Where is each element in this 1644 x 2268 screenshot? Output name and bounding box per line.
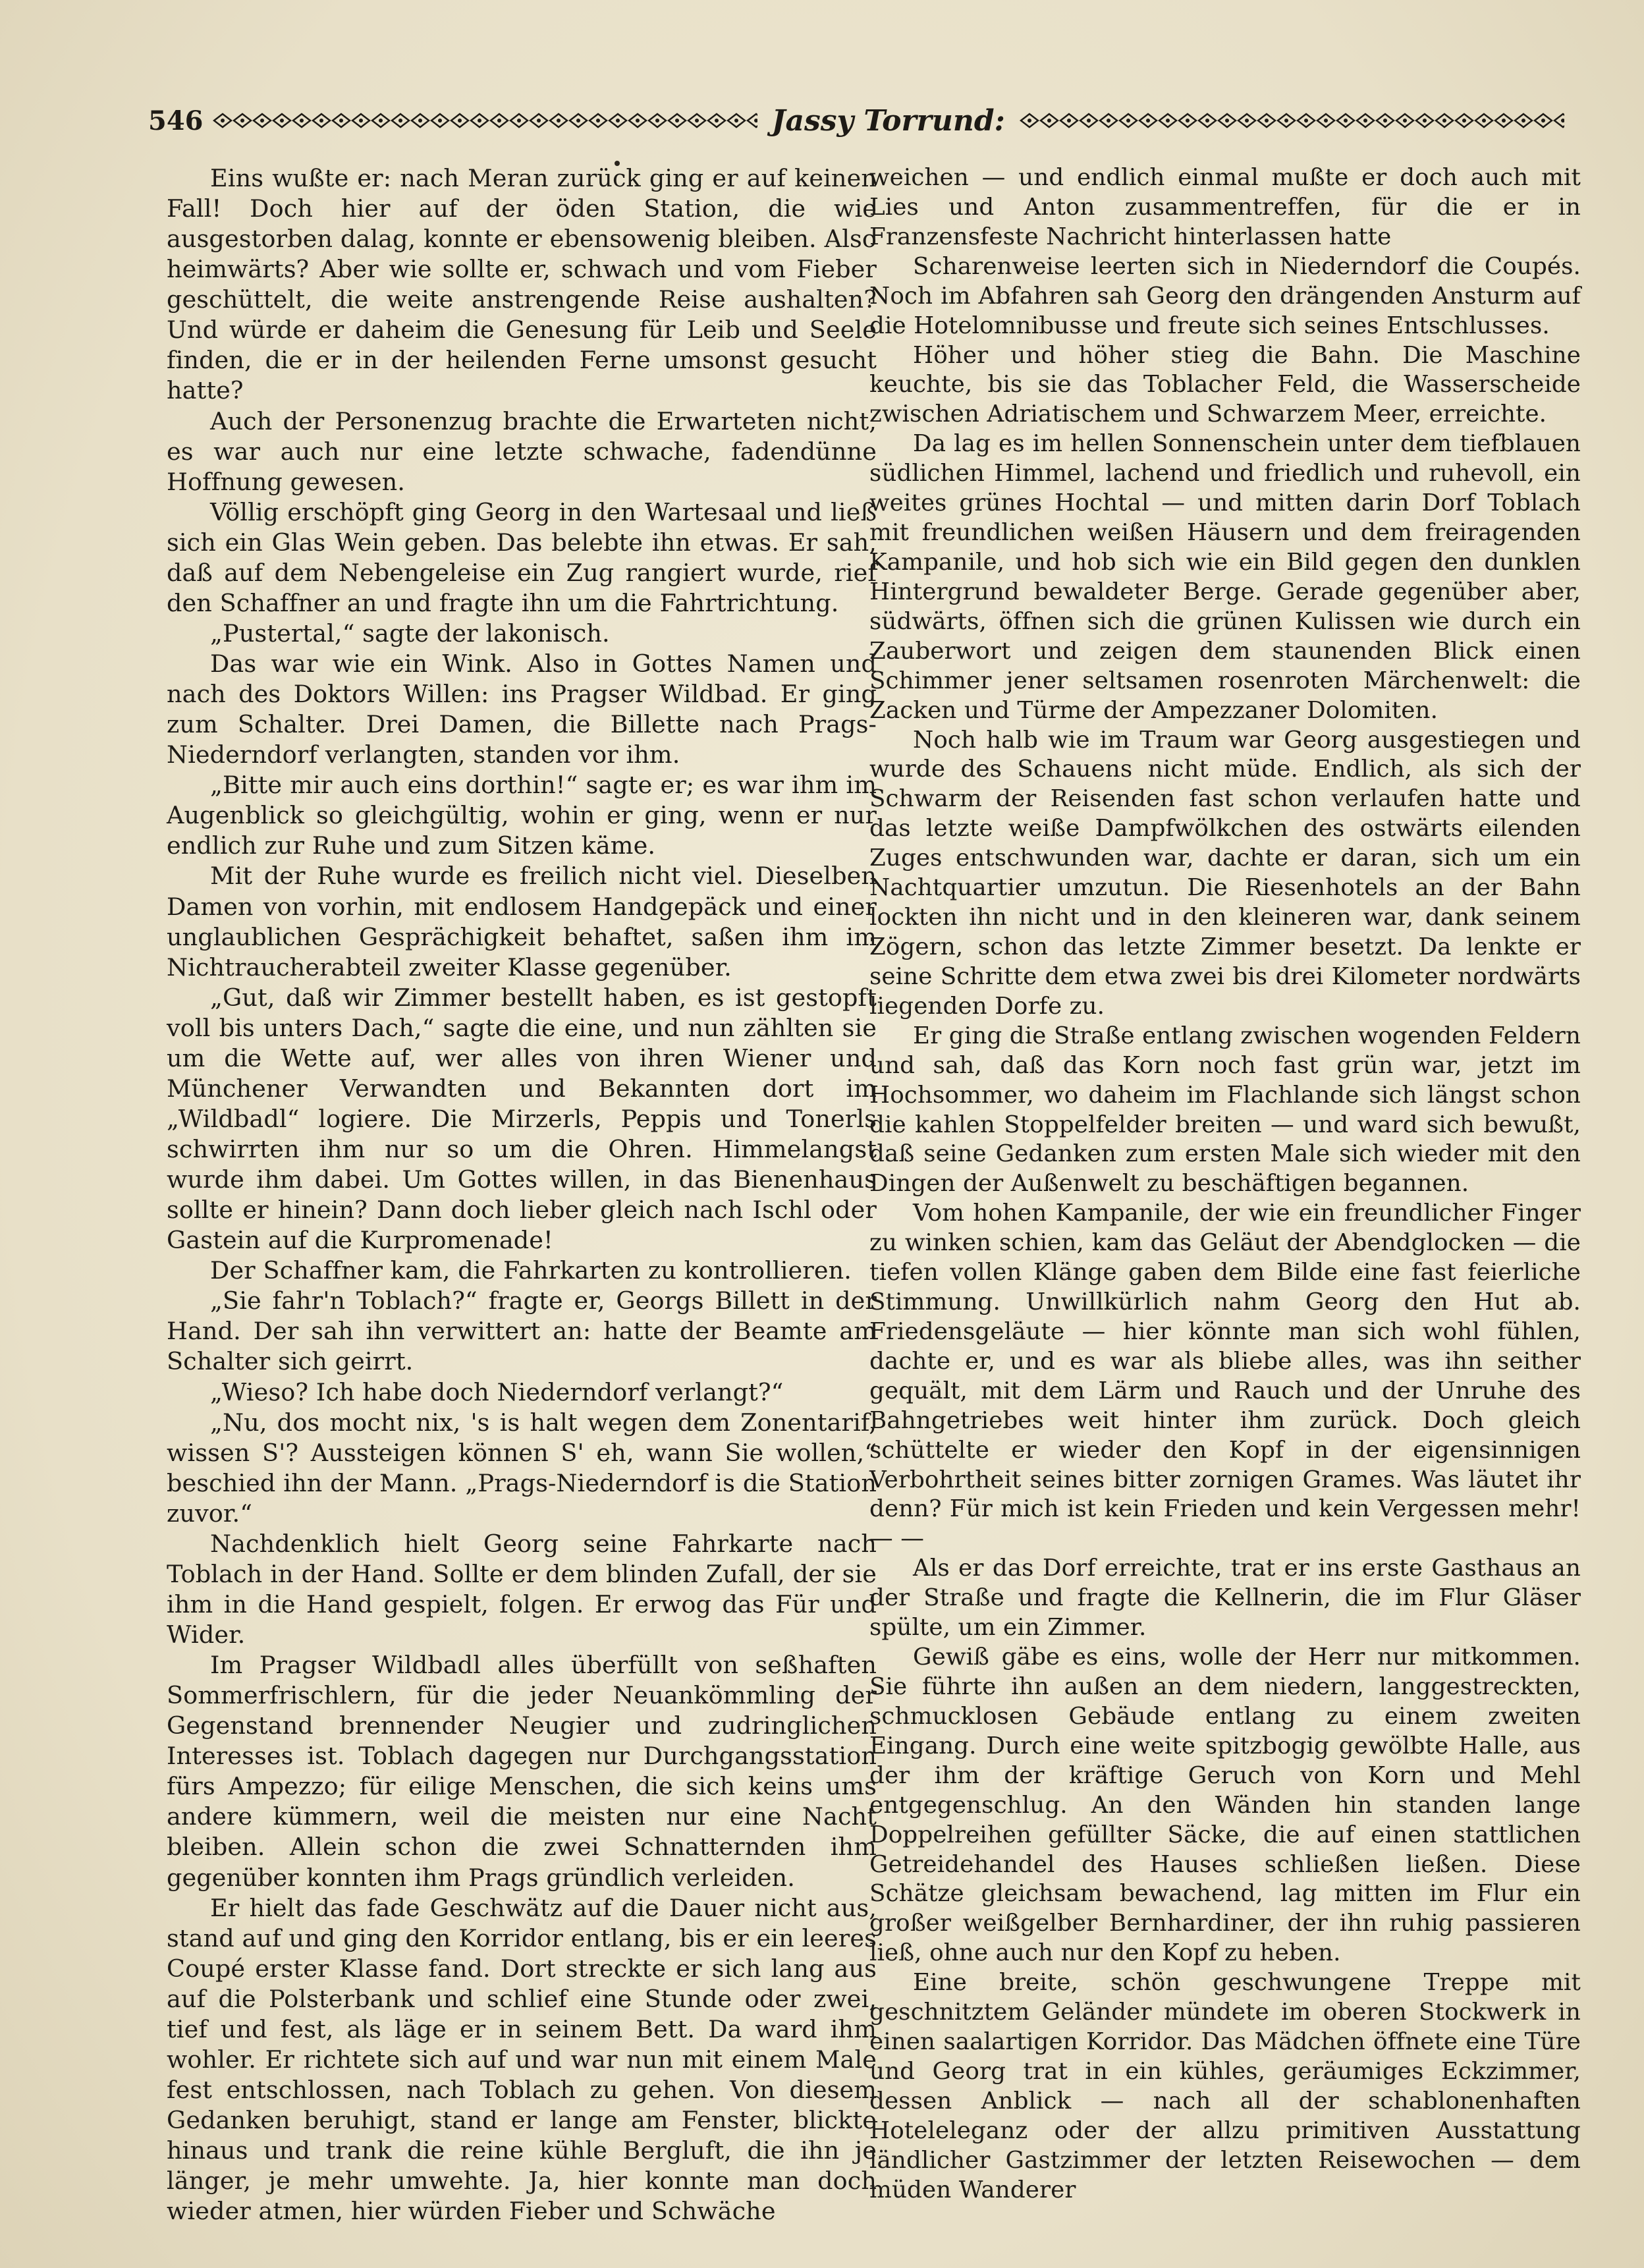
paragraph: „Gut, daß wir Zimmer bestellt haben, es ist gestopft voll bis unters Dach,“ sagte die eine, und nun zählten sie um die Wette auf, wer alles von ihren Wiener und Münchener Verwandten und Bekannten dort im „Wildbadl“ logiere. Die Mirzerls, Peppis und Tonerls schwirrten ihm nur so um die Ohren. Himmelangst wurde ihm dabei. Um Gottes willen, in das Bienenhaus sollte er hinein? Dann doch lieber gleich nach Ischl oder Gastein auf die Kurpromenade! — [167, 983, 877, 1255]
paragraph: Als er das Dorf erreichte, trat er ins erste Gasthaus an der Straße und fragte die Kellnerin, die im Flur Gläser spülte, um ein Zimmer. — [869, 1555, 1581, 1642]
paragraph: Eine breite, schön geschwungene Treppe mit geschnitztem Geländer mündete im oberen Stockwerk in einen saalartigen Korridor. Das Mädchen öffnete eine Türe und Georg trat in ein kühles, geräumiges Eckzimmer, dessen Anblick — nach all der schablonenhaften Hoteleleganz oder der allzu primitiven Ausstattung ländlicher Gastzimmer der letzten Reisewochen — dem müden Wanderer — [869, 1969, 1581, 2203]
paragraph: Eins wußte er: nach Meran zurück ging er auf keinen Fall! Doch hier auf der öden Station, die wie ausgestorben dalag, konnte er ebensowenig bleiben. Also heimwärts? Aber wie sollte er, schwach und vom Fieber geschüttelt, die weite anstrengende Reise aushalten? Und würde er daheim die Genesung für Leib und Seele finden, die er in der heilenden Ferne umsonst gesucht hatte? — [167, 164, 877, 405]
ornament-chain-right-icon — [1020, 107, 1564, 134]
left-column — [167, 163, 877, 2227]
page-header — [148, 97, 1564, 144]
paragraph: Scharenweise leerten sich in Niederndorf die Coupés. Noch im Abfahren sah Georg den drängenden Ansturm auf die Hotelomnibusse und freute sich seines Entschlusses. — [869, 252, 1581, 339]
paragraph: Im Pragser Wildbadl alles überfüllt von seßhaften Sommerfrischlern, für die jeder Neuankömmling der Gegenstand brennender Neugier und zudringlichen Interesses ist. Toblach dagegen nur Durchgangsstation fürs Ampezzo; für eilige Menschen, die sich keins ums andere kümmern, weil die meisten nur eine Nacht bleiben. Allein schon die zwei Schnatternden ihm gegenüber konnten ihm Prags gründlich verleiden. — [167, 1651, 877, 1892]
paragraph: Der Schaffner kam, die Fahrkarten zu kontrollieren. — [210, 1256, 852, 1285]
paragraph: Mit der Ruhe wurde es freilich nicht viel. Dieselben Damen von vorhin, mit endlosem Handgepäck und einer unglaublichen Gesprächigkeit behaftet, saßen ihm im Nichtraucherabteil zweiter Klasse gegenüber. — [167, 862, 877, 982]
paragraph: Er ging die Straße entlang zwischen wogenden Feldern und sah, daß das Korn noch fast grün war, jetzt im Hochsommer, wo daheim im Flachlande sich längst schon die kahlen Stoppelfelder breiten — und ward sich bewußt, daß seine Gedanken zum ersten Male sich wieder mit den Dingen der Außenwelt zu beschäftigen begannen. — [869, 1022, 1581, 1198]
paragraph: „Nu, dos mocht nix, 's is halt wegen dem Zonentarif, wissen S'? Aussteigen können S' eh, wann Sie wollen,“ beschied ihn der Mann. „Prags-Niederndorf is die Station zuvor.“ — [167, 1408, 877, 1528]
running-title: Jassy Torrund: — [771, 103, 1005, 138]
paragraph: Völlig erschöpft ging Georg in den Wartesaal und ließ sich ein Glas Wein geben. Das belebte ihn etwas. Er sah, daß auf dem Nebengeleise ein Zug rangiert wurde, rief den Schaffner an und fragte ihn um die Fahrtrichtung. — [167, 497, 877, 617]
paragraph: „Pustertal,“ sagte der lakonisch. — [210, 619, 610, 648]
paragraph: „Bitte mir auch eins dorthin!“ sagte er; es war ihm im Augenblick so gleichgültig, wohin er ging, wenn er nur endlich zur Ruhe und zum Sitzen käme. — [167, 771, 877, 860]
paragraph: weichen — und endlich einmal mußte er doch auch mit Lies und Anton zusammentreffen, für die er in Franzensfeste Nachricht hinterlassen hatte — [869, 164, 1581, 250]
ornament-rule-left-icon — [213, 107, 757, 134]
ornament-rule-right-icon — [1020, 107, 1564, 134]
right-column — [869, 163, 1581, 2205]
paragraph: Er hielt das fade Geschwätz auf die Dauer nicht aus, stand auf und ging den Korridor entlang, bis er ein leeres Coupé erster Klasse fand. Dort streckte er sich lang aus auf die Polsterbank und schlief eine Stunde oder zwei, tief und fest, als läge er in seinem Bett. Da ward ihm wohler. Er richtete sich auf und war nun mit einem Male fest entschlossen, nach Toblach zu gehen. Von diesem Gedanken beruhigt, stand er lange am Fenster, blickte hinaus und trank die reine kühle Bergluft, die ihn je länger, je mehr umwehte. Ja, hier konnte man doch wieder atmen, hier würden Fieber und Schwäche — [167, 1893, 877, 2226]
paragraph: Höher und höher stieg die Bahn. Die Maschine keuchte, bis sie das Toblacher Feld, die Wasserscheide zwischen Adriatischem und Schwarzem Meer, erreichte. — [869, 341, 1581, 428]
paragraph: Nachdenklich hielt Georg seine Fahrkarte nach Toblach in der Hand. Sollte er dem blinden Zufall, der sie ihm in die Hand gespielt, folgen. Er erwog das Für und Wider. — [167, 1529, 877, 1649]
paragraph: Das war wie ein Wink. Also in Gottes Namen und nach des Doktors Willen: ins Pragser Wildbad. Er ging zum Schalter. Drei Damen, die Billette nach Prags-Niederndorf verlangten, standen vor ihm. — [167, 650, 877, 769]
paragraph: Da lag es im hellen Sonnenschein unter dem tiefblauen südlichen Himmel, lachend und friedlich und ruhevoll, ein weites grünes Hochtal — und mitten darin Dorf Toblach mit freundlichen weißen Häusern und dem freiragenden Kampanile, und hob sich wie ein Bild gegen den dunklen Hintergrund bewaldeter Berge. Gerade gegenüber aber, südwärts, öffnen sich die grünen Kulissen wie durch ein Zauberwort und zeigen dem staunenden Blick einen Schimmer jener seltsamen rosenroten Märchenwelt: die Zacken und Türme der Ampezzaner Dolomiten. — [869, 430, 1581, 724]
paragraph: Noch halb wie im Traum war Georg ausgestiegen und wurde des Schauens nicht müde. Endlich, als sich der Schwarm der Reisenden fast schon verlaufen hatte und das letzte weiße Dampfwölkchen des ostwärts eilenden Zuges entschwunden war, dachte er daran, sich um ein Nachtquartier umzutun. Die Riesenhotels an der Bahn lockten ihn nicht und in den kleineren war, dank seinem Zögern, schon das letzte Zimmer besetzt. Da lenkte er seine Schritte dem etwa zwei bis drei Kilometer nordwärts liegenden Dorfe zu. — [869, 726, 1581, 1020]
paragraph: Vom hohen Kampanile, der wie ein freundlicher Finger zu winken schien, kam das Geläut der Abendglocken — die tiefen vollen Klänge gaben dem Bilde eine fast feierliche Stimmung. Unwillkürlich nahm Georg den Hut ab. Friedensgeläute — hier könnte man sich wohl fühlen, dachte er, und es war als bliebe alles, was ihn seither gequält, mit dem Lärm und Rauch und der Unruhe des Bahngetriebes weit hinter ihm zurück. Doch gleich schüttelte er wieder den Kopf in der eigensinnigen Verbohrtheit seines bitter zornigen Grames. Was läutet ihr denn? Für mich ist kein Frieden und kein Vergessen mehr! — — — [869, 1200, 1581, 1553]
paragraph: „Sie fahr'n Toblach?“ fragte er, Georgs Billett in der Hand. Der sah ihn verwittert an: hatte der Beamte am Schalter sich geirrt. — [167, 1286, 877, 1376]
paragraph: Gewiß gäbe es eins, wolle der Herr nur mitkommen. Sie führte ihn außen an dem niedern, langgestreckten, schmucklosen Gebäude entlang zu einem zweiten Eingang. Durch eine weite spitzbogig gewölbte Halle, aus der ihm der kräftige Geruch von Korn und Mehl entgegenschlug. An den Wänden hin standen lange Doppelreihen gefüllter Säcke, die auf einen stattlichen Getreidehandel des Hauses schließen ließen. Diese Schätze gleichsam bewachend, lag mitten im Flur ein großer weißgelber Bernhardiner, der ihn ruhig passieren ließ, ohne auch nur den Kopf zu heben. — [869, 1644, 1581, 1967]
ornament-chain-left-icon — [213, 107, 757, 134]
page-number: 546 — [148, 105, 204, 136]
paragraph: Auch der Personenzug brachte die Erwarteten nicht, es war auch nur eine letzte schwache, fadendünne Hoffnung gewesen. — [167, 406, 877, 496]
paragraph: „Wieso? Ich habe doch Niederndorf verlangt?“ — [210, 1377, 784, 1406]
